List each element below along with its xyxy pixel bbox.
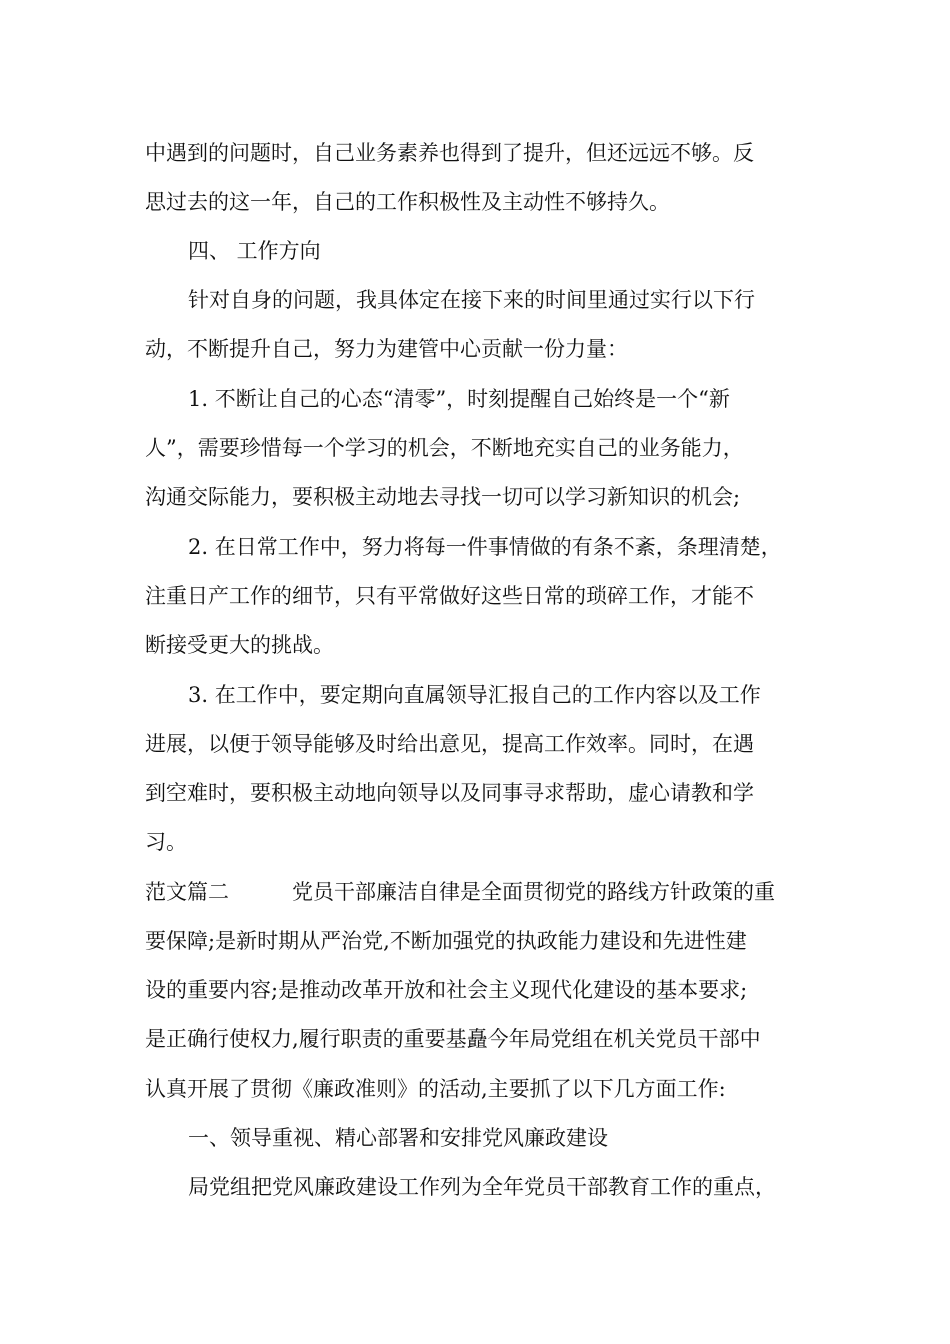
paragraph-line: 范文篇二 党员干部廉洁自律是全面贯彻党的路线方针政策的重 (145, 880, 775, 904)
paragraph-line: 动，不断提升自己，努力为建管中心贡献一份力量： (145, 337, 628, 361)
list-item-line: 到空难时，要积极主动地向领导以及同事寻求帮助，虚心请教和学 (145, 781, 754, 805)
paragraph-line: 局党组把党风廉政建设工作列为全年党员干部教育工作的重点， (188, 1175, 776, 1199)
list-item-line: 沟通交际能力，要积极主动地去寻找一切可以学习新知识的机会; (145, 485, 741, 509)
paragraph-line: 是正确行使权力,履行职责的重要基矗今年局党组在机关党员干部中 (145, 1027, 761, 1051)
paragraph-line: 思过去的这一年，自己的工作积极性及主动性不够持久。 (145, 190, 670, 214)
paragraph-line: 中遇到的问题时，自己业务素养也得到了提升，但还远远不够。反 (145, 141, 754, 165)
list-item-line: 1. 不断让自己的心态“清零”，时刻提醒自己始终是一个“新 (188, 387, 730, 411)
list-item-line: 3. 在工作中，要定期向直属领导汇报自己的工作内容以及工作 (188, 683, 761, 707)
section-heading: 一、领导重视、精心部署和安排党风廉政建设 (188, 1126, 608, 1150)
list-item-line: 人”，需要珍惜每一个学习的机会，不断地充实自己的业务能力， (145, 436, 744, 460)
list-item-line: 注重日产工作的细节，只有平常做好这些日常的琐碎工作，才能不 (145, 584, 754, 608)
list-item-line: 断接受更大的挑战。 (145, 633, 334, 657)
list-item-line: 习。 (145, 830, 187, 854)
paragraph-line: 设的重要内容;是推动改革开放和社会主义现代化建设的基本要求; (145, 978, 748, 1002)
paragraph-line: 要保障;是新时期从严治党,不断加强党的执政能力建设和先进性建 (145, 929, 747, 953)
section-heading: 四、 工作方向 (188, 239, 321, 263)
paragraph-line: 针对自身的问题，我具体定在接下来的时间里通过实行以下行 (188, 288, 755, 312)
list-item-line: 2. 在日常工作中，努力将每一件事情做的有条不紊，条理清楚， (188, 535, 782, 559)
list-item-line: 进展，以便于领导能够及时给出意见，提高工作效率。同时，在遇 (145, 732, 754, 756)
paragraph-line: 认真开展了贯彻《廉政准则》的活动,主要抓了以下几方面工作: (145, 1077, 726, 1101)
